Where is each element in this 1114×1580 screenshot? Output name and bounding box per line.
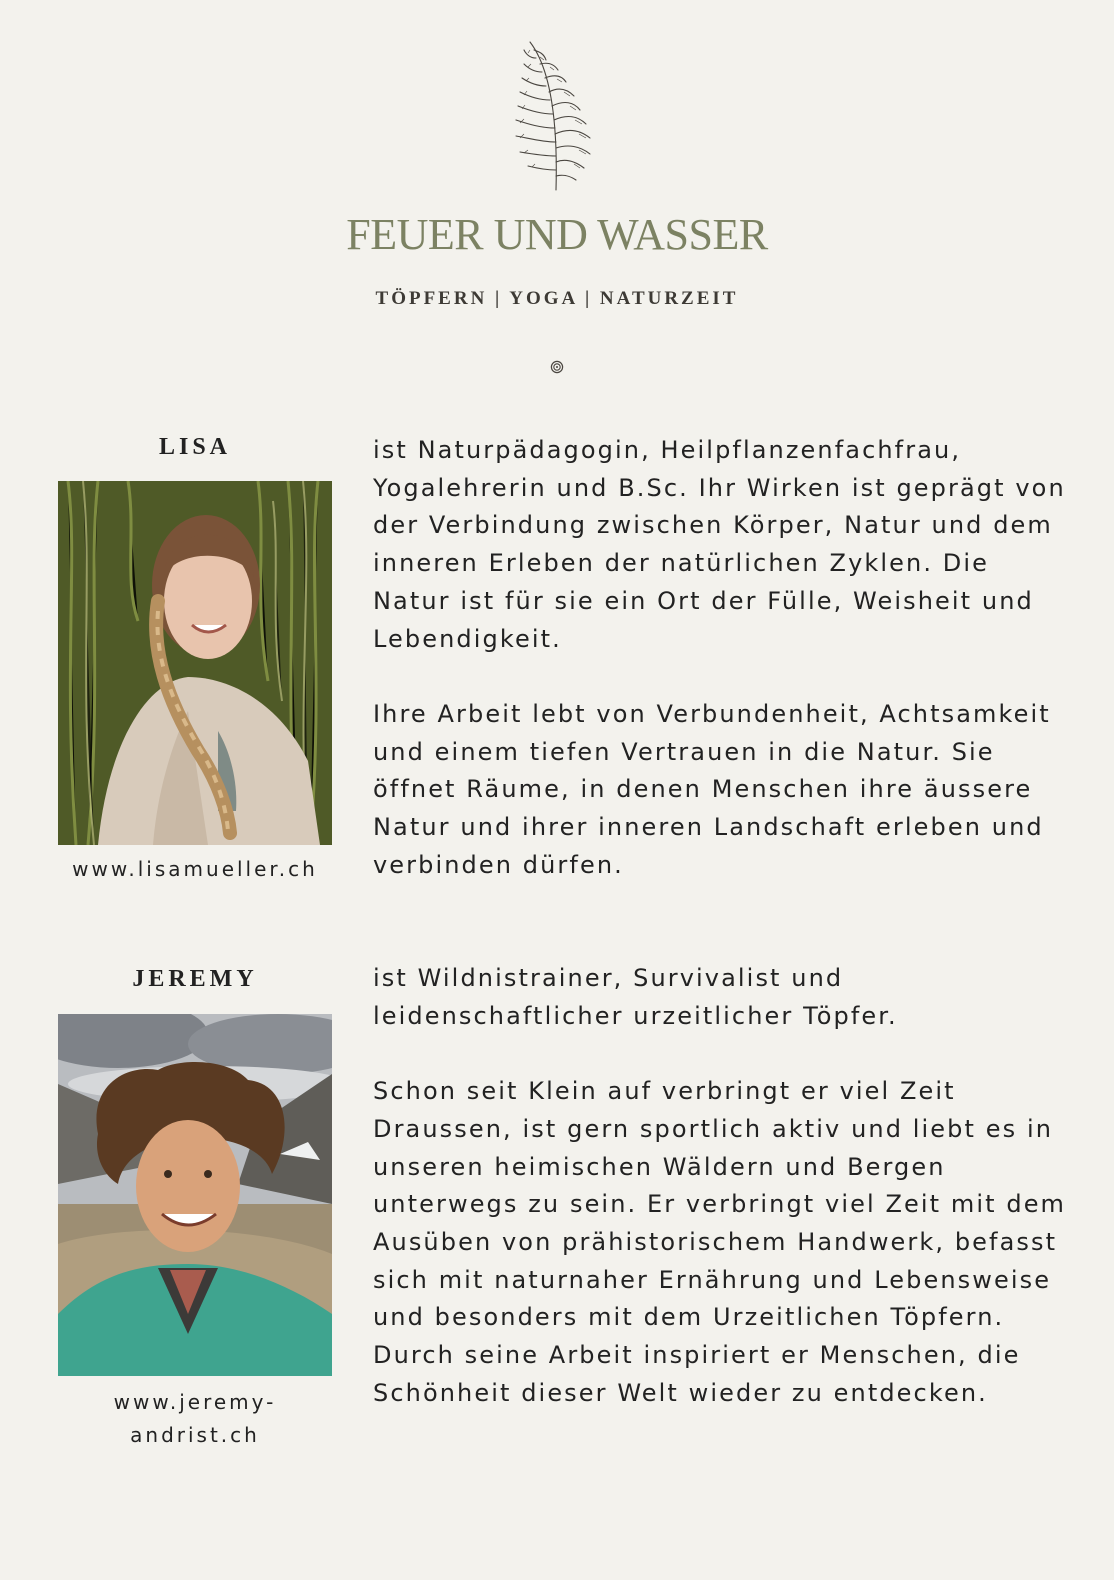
bio-paragraph: ist Wildnistrainer, Survivalist und leidenschaftlicher urzeitlicher Töpfer. [373, 964, 898, 1030]
brand-subtitle: TÖPFERN | YOGA | NATURZEIT [375, 288, 739, 309]
person-name: LISA [158, 434, 232, 460]
brand-title: FEUER UND WASSER [346, 210, 768, 259]
website-link[interactable]: www.lisamueller.ch [72, 857, 318, 881]
portrait-photo-illustration [58, 1014, 332, 1376]
bio-paragraph: Ihre Arbeit lebt von Verbundenheit, Achtsamkeit und einem tiefen Vertrauen in die Natur. Sie öffnet Räume, in denen Menschen ihre äussere Natur und ihrer inneren Landschaft erleben und verbinden dürfen. [373, 699, 1051, 879]
bio-text [373, 960, 1073, 1412]
bio-paragraph: Schon seit Klein auf verbringt er viel Zeit Draussen, ist gern sportlich aktiv und liebt es in unseren heimischen Wäldern und Bergen unterwegs zu sein. Er verbringt viel Zeit mit dem Ausüben von prähistorischem Handwerk, befasst sich mit naturnaher Ernährung und Lebensweise und besonders mit dem Urzeitlichen Töpfern. Durch seine Arbeit inspiriert er Menschen, die Schönheit dieser Welt wieder zu entdecken. [373, 1077, 1067, 1407]
person-name: JEREMY [132, 966, 258, 992]
portrait-photo [58, 1014, 332, 1376]
bio-paragraph: ist Naturpädagogin, Heilpflanzenfachfrau, Yogalehrerin und B.Sc. Ihr Wirken ist geprägt von der Verbindung zwischen Körper, Natur und dem inneren Erleben der natürlichen Zyklen. Die Natur ist für sie ein Ort der Fülle, Weisheit und Lebendigkeit. [373, 436, 1066, 653]
portrait-photo [58, 481, 332, 845]
bio-text [373, 432, 1073, 884]
spiral-icon [550, 360, 564, 374]
page-header [0, 0, 1114, 400]
portrait-photo-illustration [58, 481, 332, 845]
fern-leaf-icon [510, 38, 602, 196]
website-link[interactable]: www.jeremy-andrist.ch [113, 1390, 277, 1447]
